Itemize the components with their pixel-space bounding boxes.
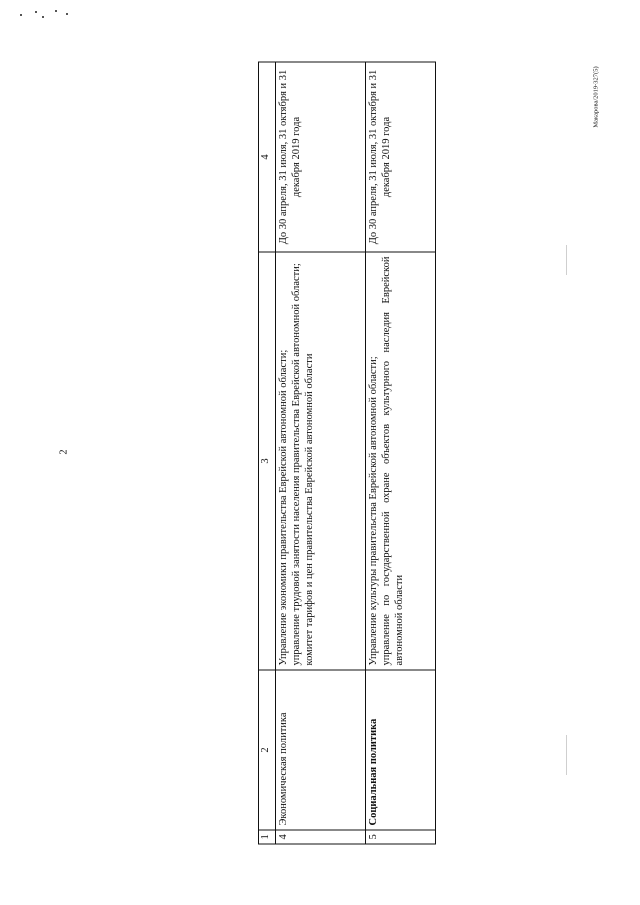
scan-speck: [66, 13, 68, 15]
responsible-line: Управление культуры правительства Еврейской автономной области;: [368, 356, 379, 666]
deadline-cell: До 30 апреля, 31 июля, 31 октября и 31 декабря 2019 года: [276, 62, 366, 252]
policy-area-cell: Экономическая политика: [276, 670, 366, 830]
table-row: [276, 62, 366, 844]
scan-speck: [42, 16, 44, 18]
policy-area-cell: Социальная политика: [366, 670, 436, 830]
deadline-cell: До 30 апреля, 31 июля, 31 октября и 31 декабря 2019 года: [366, 62, 436, 252]
responsible-line: управление по государственной охране объектов культурного наследия Еврейской автономной области: [380, 256, 405, 666]
scan-artifact-line: [566, 245, 567, 275]
header-cell: 1: [259, 830, 276, 844]
scan-speck: [35, 11, 37, 13]
header-cell: 2: [259, 670, 276, 830]
header-cell: 3: [259, 252, 276, 670]
scan-speck: [55, 10, 57, 12]
responsible-cell: [366, 252, 436, 670]
table-header-row: [259, 62, 276, 844]
header-cell: 4: [259, 62, 276, 252]
row-number: 4: [276, 830, 366, 844]
responsible-line: комитет тарифов и цен правительства Еврейской автономной области: [303, 353, 315, 666]
row-number: 5: [366, 830, 436, 844]
table-row: [366, 62, 436, 844]
responsible-line: Управление экономики правительства Еврейской автономной области;: [278, 349, 289, 666]
document-code: Макарова/2019-327(5): [592, 66, 600, 128]
responsible-line: управление трудовой занятости населения правительства Еврейской автономной области;: [290, 263, 302, 666]
document-table: [258, 62, 436, 845]
scan-artifact-line: [566, 735, 567, 775]
scan-speck: [20, 14, 22, 16]
responsible-cell: [276, 252, 366, 670]
page-number: 2: [58, 449, 70, 455]
